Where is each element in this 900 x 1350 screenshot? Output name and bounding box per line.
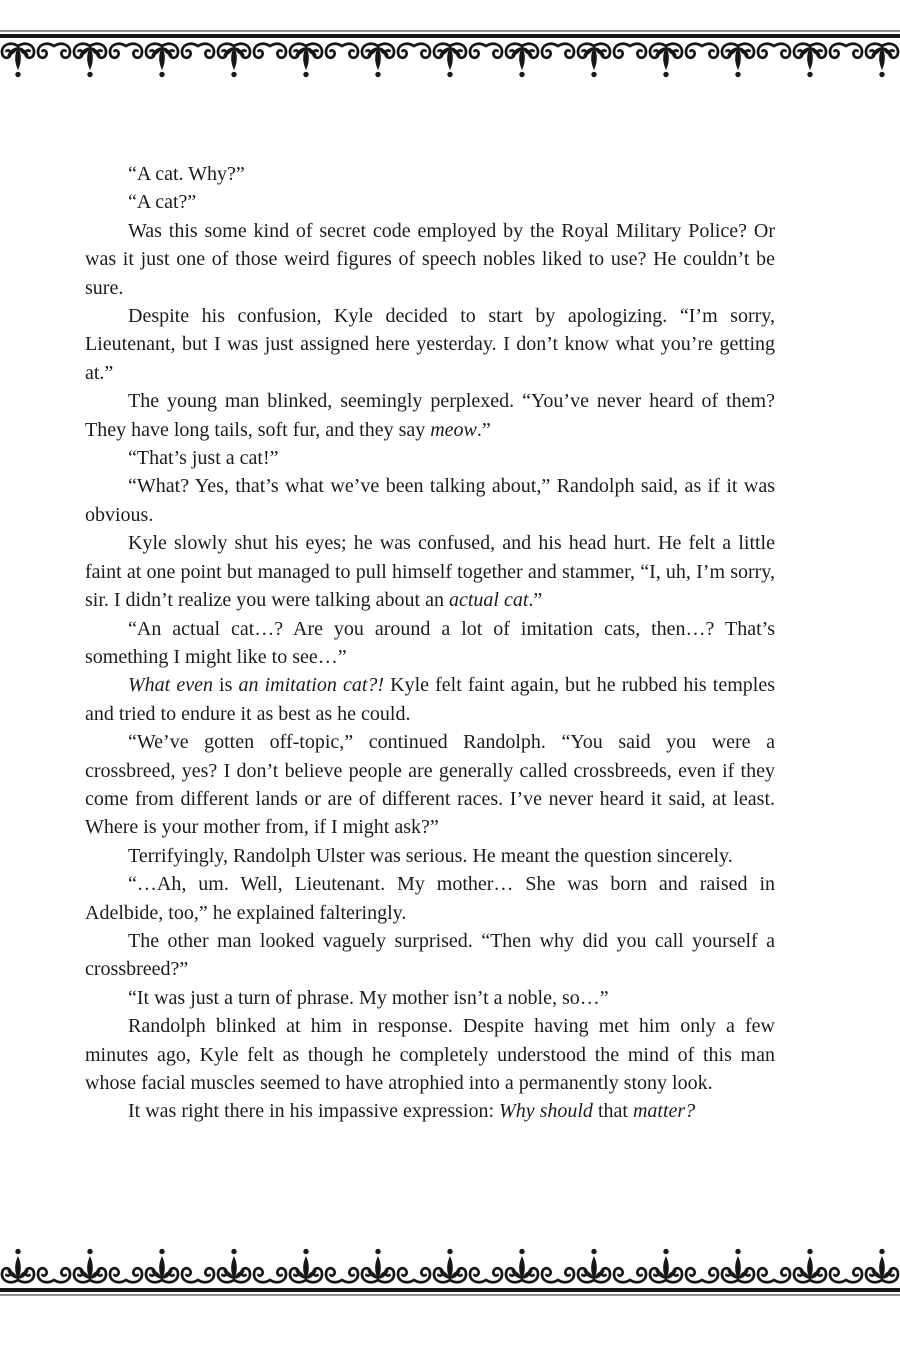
- text-run: “What? Yes, that’s what we’ve been talking about,” Randolph said, as if it was obvious.: [85, 475, 775, 526]
- text-run: Despite his confusion, Kyle decided to start by apologizing. “I’m sorry, Lieutenant, but I was just assigned here yesterday. I don’t know what you’re getting at.”: [85, 305, 775, 384]
- text-run: Terrifyingly, Randolph Ulster was serious. He meant the question sincerely.: [128, 844, 733, 867]
- paragraph: [85, 1097, 775, 1125]
- paragraph: [85, 217, 775, 302]
- text-run: “A cat. Why?”: [128, 163, 245, 185]
- text-run: “An actual cat…? Are you around a lot of imitation cats, then…? That’s something I might like to see…”: [85, 617, 775, 668]
- paragraph: [85, 472, 775, 529]
- text-run: “A cat?”: [128, 191, 197, 214]
- bottom-scroll-fleur-ornament: [0, 1246, 900, 1288]
- text-run: Randolph blinked at him in response. Despite having met him only a few minutes ago, Kyle felt as though he completely understood the mind of this man whose facial muscles seemed to have atrophied into a permanently stony look.: [85, 1015, 775, 1094]
- text-run: The other man looked vaguely surprised. “Then why did you call yourself a crossbreed?”: [85, 929, 775, 981]
- paragraph: [85, 529, 775, 614]
- text-run: “That’s just a cat!”: [128, 447, 279, 470]
- paragraph: [85, 1012, 775, 1097]
- italic-run: matter?: [632, 1100, 696, 1123]
- paragraph: [85, 302, 775, 387]
- text-run: that: [592, 1100, 633, 1123]
- text-run: .”: [476, 418, 491, 441]
- text-block: [85, 160, 775, 1126]
- text-run: Was this some kind of secret code employed by the Royal Military Police? Or was it just one of those weird figures of speech nobles liked to use? He couldn’t be sure.: [85, 219, 775, 299]
- text-run: “We’ve gotten off-topic,” continued Randolph. “You said you were a crossbreed, yes? I don’t believe people are generally called crossbreeds, even if they come from different lands or are of different races. I’ve never heard it said, at least. Where is your mother from, if I might ask?”: [85, 731, 775, 839]
- bottom-border: [0, 1246, 900, 1296]
- paragraph: [85, 615, 775, 672]
- italic-run: actual cat: [448, 589, 529, 612]
- text-run: .”: [528, 589, 543, 612]
- paragraph: [85, 444, 775, 472]
- top-rule-thin: [0, 30, 900, 32]
- text-run: “…Ah, um. Well, Lieutenant. My mother… She was born and raised in Adelbide, too,” he explained falteringly.: [85, 873, 775, 924]
- paragraph: [85, 842, 775, 870]
- bottom-rule-thick: [0, 1288, 900, 1292]
- top-scroll-fleur-ornament: [0, 38, 900, 80]
- text-run: It was right there in his impassive expression:: [128, 1100, 500, 1123]
- italic-run: What even: [128, 674, 213, 697]
- paragraph: [85, 160, 775, 188]
- paragraph: [85, 870, 775, 927]
- text-run: is: [212, 674, 239, 697]
- paragraph: [85, 984, 775, 1012]
- text-run: Kyle slowly shut his eyes; he was confused, and his head hurt. He felt a little faint at one point but managed to pull himself together and stammer, “I, uh, I’m sorry, sir. I didn’t realize you were talking about an: [85, 532, 775, 612]
- paragraph: [85, 728, 775, 842]
- paragraph: [85, 927, 775, 984]
- text-run: “It was just a turn of phrase. My mother isn’t a noble, so…”: [128, 986, 609, 1009]
- text-run: Kyle felt faint again, but he rubbed his temples and tried to endure it as best as he could.: [85, 674, 775, 725]
- paragraph: [85, 188, 775, 216]
- paragraph: [85, 387, 775, 444]
- paragraph: [85, 671, 775, 728]
- text-run: The young man blinked, seemingly perplexed. “You’ve never heard of them? They have long tails, soft fur, and they say: [85, 390, 775, 441]
- italic-run: an imitation cat?!: [238, 674, 385, 697]
- bottom-rule-thin: [0, 1294, 900, 1296]
- italic-run: meow: [430, 418, 477, 441]
- italic-run: Why should: [499, 1100, 593, 1123]
- top-border: [0, 30, 900, 80]
